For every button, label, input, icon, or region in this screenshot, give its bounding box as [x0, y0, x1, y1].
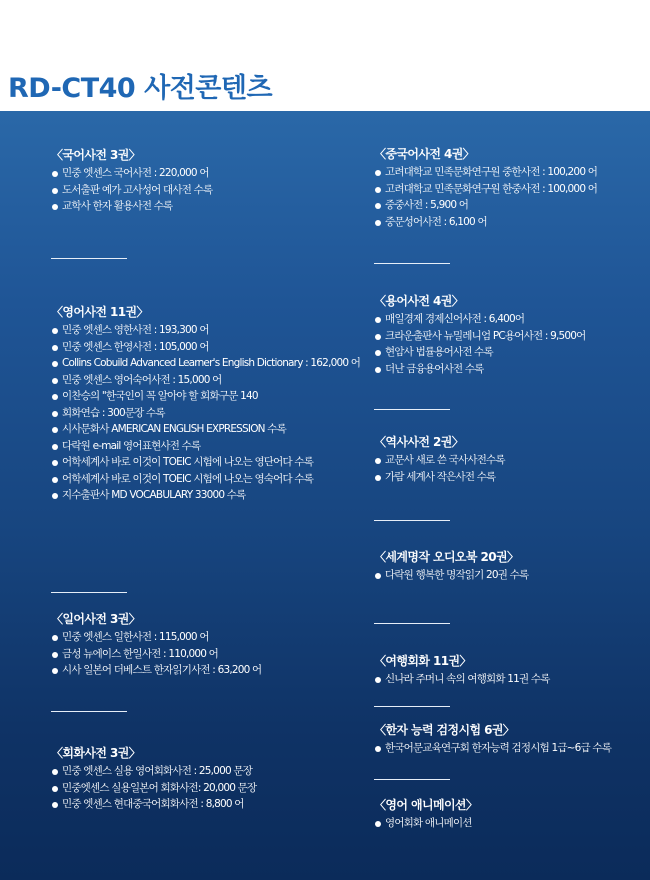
bullet-icon [375, 187, 381, 193]
bullet-icon [52, 802, 58, 808]
bullet-icon [52, 635, 58, 641]
page-title: RD-CT40 사전콘텐츠 [8, 73, 273, 104]
divider [374, 623, 450, 624]
list-item: 매일경제 경제신어사전 : 6,400어 [374, 311, 586, 328]
list-item: 민중 엣센스 국어사전 : 220,000 어 [51, 165, 212, 182]
section-japanese-dictionary [51, 611, 261, 679]
section-title: 〈회화사전 3권〉 [51, 746, 141, 760]
list-item: 민중 엣센스 실용 영어회화사전 : 25,000 문장 [51, 763, 256, 780]
list-item: 민중엣센스 실용일본어 회화사전: 20,000 문장 [51, 780, 256, 797]
list-item: 현암사 법률용어사전 수록 [374, 344, 586, 361]
list-item: 회화연습 : 300문장 수록 [51, 405, 360, 422]
bullet-icon [375, 475, 381, 481]
bullet-icon [52, 444, 58, 450]
section-title: 〈중국어사전 4권〉 [374, 147, 475, 161]
list-item: 크라운출판사 뉴밀레니엄 PC용어사전 : 9,500어 [374, 328, 586, 345]
bullet-icon [375, 367, 381, 373]
list-item: 고려대학교 민족문화연구원 한중사전 : 100,000 어 [374, 181, 597, 198]
bullet-icon [52, 493, 58, 499]
section-title: 〈한자 능력 검정시험 6권〉 [374, 723, 515, 737]
bullet-icon [375, 350, 381, 356]
bullet-icon [52, 477, 58, 483]
list-item: 민중 엣센스 영한사전 : 193,300 어 [51, 322, 360, 339]
bullet-icon [52, 204, 58, 210]
bullet-icon [52, 394, 58, 400]
list-item: 민중 엣센스 영어숙어사전 : 15,000 어 [51, 372, 360, 389]
bullet-icon [52, 668, 58, 674]
section-terms-dictionary [374, 293, 586, 377]
divider [51, 711, 127, 712]
divider [374, 706, 450, 707]
divider [51, 258, 127, 259]
bullet-icon [52, 769, 58, 775]
section-hanja-exam [374, 722, 611, 757]
section-travel-conversation [374, 653, 550, 688]
bullet-icon [375, 746, 381, 752]
bullet-icon [375, 203, 381, 209]
bullet-icon [52, 188, 58, 194]
bullet-icon [52, 786, 58, 792]
bullet-icon [375, 573, 381, 579]
section-title: 〈국어사전 3권〉 [51, 148, 141, 162]
list-item: 민중 엣센스 일한사전 : 115,000 어 [51, 629, 261, 646]
section-chinese-dictionary [374, 146, 597, 230]
list-item: 교문사 새로 쓴 국사사전수록 [374, 452, 505, 469]
section-conversation-dictionary [51, 745, 256, 813]
list-item: 금성 뉴에이스 한일사전 : 110,000 어 [51, 646, 261, 663]
section-title: 〈일어사전 3권〉 [51, 612, 141, 626]
bullet-icon [375, 220, 381, 226]
bullet-icon [375, 821, 381, 827]
list-item: 어학세계사 바로 이것이 TOEIC 시험에 나오는 영숙어다 수록 [51, 471, 360, 488]
list-item: 다락원 e-mail 영어표현사전 수록 [51, 438, 360, 455]
list-item: 교학사 한자 활용사전 수록 [51, 198, 212, 215]
bullet-icon [52, 460, 58, 466]
section-title: 〈세계명작 오디오북 20권〉 [374, 550, 519, 564]
bullet-icon [52, 328, 58, 334]
section-title: 〈영어사전 11권〉 [51, 305, 148, 319]
list-item: 다락원 행복한 명작읽기 20권 수록 [374, 567, 528, 584]
bullet-icon [52, 345, 58, 351]
bullet-icon [52, 361, 58, 367]
section-audiobook [374, 549, 528, 584]
list-item: 한국어문교육연구회 한자능력 검정시험 1급~6급 수록 [374, 740, 611, 757]
section-korean-dictionary [51, 147, 212, 215]
section-title: 〈역사사전 2권〉 [374, 435, 464, 449]
list-item: 더난 금융용어사전 수록 [374, 361, 586, 378]
list-item: 어학세계사 바로 이것이 TOEIC 시험에 나오는 영단어다 수록 [51, 454, 360, 471]
divider [374, 520, 450, 521]
bullet-icon [52, 411, 58, 417]
bullet-icon [375, 677, 381, 683]
bullet-icon [375, 458, 381, 464]
bullet-icon [375, 317, 381, 323]
list-item: 신나라 주머니 속의 여행회화 11권 수록 [374, 671, 550, 688]
list-item: 고려대학교 민족문화연구원 중한사전 : 100,200 어 [374, 164, 597, 181]
list-item: 도서출판 예가 고사성어 대사전 수록 [51, 182, 212, 199]
list-item: 중문성어사전 : 6,100 어 [374, 214, 597, 231]
list-item: 시사 일본어 더베스트 한자읽기사전 : 63,200 어 [51, 662, 261, 679]
list-item: Collins Cobuild Advanced Learner's English Dictionary : 162,000 어 [51, 355, 360, 372]
divider [374, 263, 450, 264]
divider [51, 592, 127, 593]
divider [374, 409, 450, 410]
list-item: 지수출판사 MD VOCABULARY 33000 수록 [51, 487, 360, 504]
section-title: 〈여행회화 11권〉 [374, 654, 471, 668]
bullet-icon [375, 170, 381, 176]
section-english-animation [374, 797, 477, 832]
divider [374, 779, 450, 780]
list-item: 이찬승의 "한국인이 꼭 알아야 할 회화구문 140 [51, 388, 360, 405]
section-history-dictionary [374, 434, 505, 485]
list-item: 가람 세계사 작은사전 수록 [374, 469, 505, 486]
list-item: 영어회화 애니메이션 [374, 815, 477, 832]
bullet-icon [52, 378, 58, 384]
list-item: 중중사전 : 5,900 어 [374, 197, 597, 214]
list-item: 민중 엣센스 한영사전 : 105,000 어 [51, 339, 360, 356]
bullet-icon [52, 171, 58, 177]
section-title: 〈영어 애니메이션〉 [374, 798, 478, 812]
section-title: 〈용어사전 4권〉 [374, 294, 464, 308]
list-item: 민중 엣센스 현대중국어회화사전 : 8,800 어 [51, 796, 256, 813]
list-item: 시사문화사 AMERICAN ENGLISH EXPRESSION 수록 [51, 421, 360, 438]
bullet-icon [52, 652, 58, 658]
bullet-icon [52, 427, 58, 433]
section-english-dictionary [51, 304, 360, 504]
bullet-icon [375, 334, 381, 340]
